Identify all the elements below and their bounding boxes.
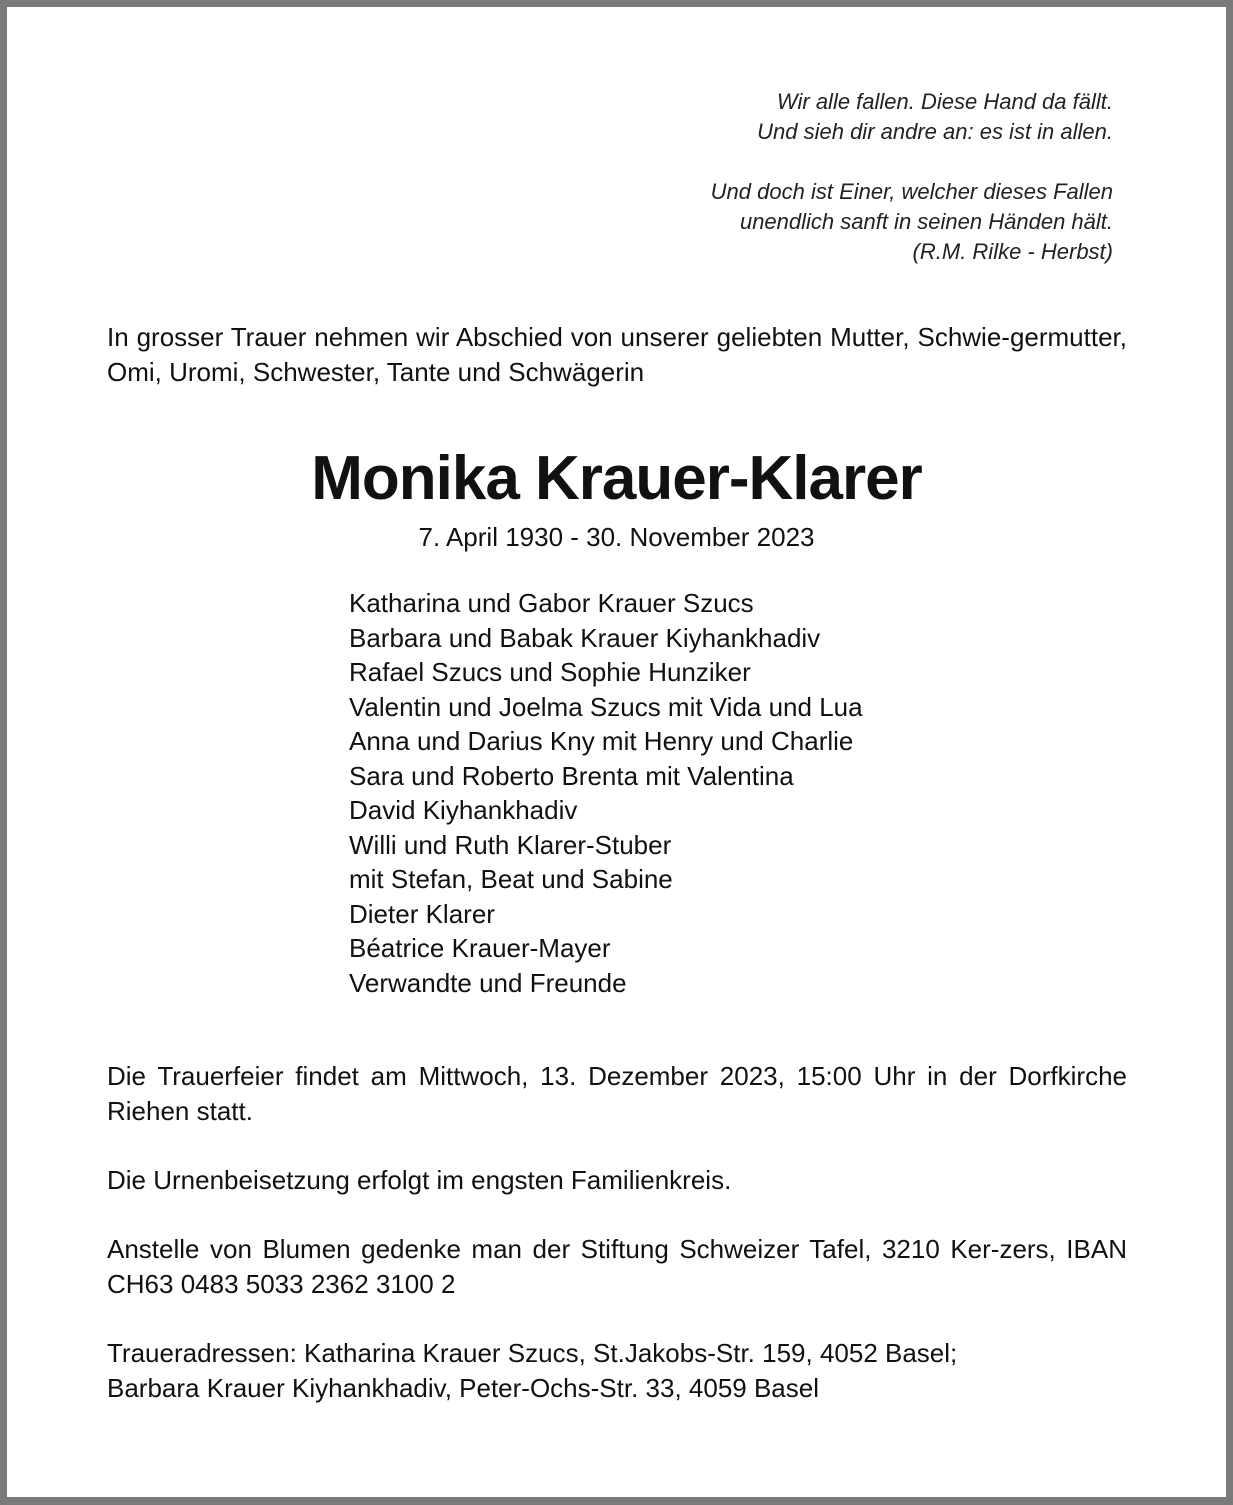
- mourner-line: Dieter Klarer: [349, 898, 495, 929]
- intro-text: In grosser Trauer nehmen wir Abschied von unserer geliebten Mutter, Schwie-germutter, Omi, Uromi, Schwester, Tante und Schwägerin: [107, 322, 1127, 387]
- mourner-line: Anna und Darius Kny mit Henry und Charlie: [349, 726, 854, 756]
- mourners-list: [349, 586, 863, 1000]
- poem-line: Und doch ist Einer, welcher dieses Fallen: [710, 179, 1113, 204]
- mourner-line: Rafael Szucs und Sophie Hunziker: [349, 657, 751, 687]
- funeral-info: [107, 1059, 1127, 1406]
- poem-line: Wir alle fallen. Diese Hand da fällt.: [776, 89, 1113, 114]
- life-dates: 7. April 1930 - 30. November 2023: [418, 522, 815, 552]
- mourner-line: Valentin und Joelma Szucs mit Vida und Lua: [349, 691, 863, 722]
- mourner-line: Béatrice Krauer-Mayer: [349, 933, 611, 963]
- address-line: Barbara Krauer Kiyhankhadiv, Peter-Ochs-Str. 33, 4059 Basel: [107, 1373, 820, 1403]
- obituary-page: [7, 7, 1226, 1497]
- poem-line: unendlich sanft in seinen Händen hält.: [739, 209, 1113, 234]
- burial-text: Die Urnenbeisetzung erfolgt im engsten Familienkreis.: [107, 1165, 732, 1195]
- ceremony-text: Die Trauerfeier findet am Mittwoch, 13. Dezember 2023, 15:00 Uhr in der Dorfkirche Riehen statt.: [107, 1061, 1127, 1126]
- deceased-name: Monika Krauer-Klarer: [311, 444, 922, 513]
- mourner-line: Katharina und Gabor Krauer Szucs: [349, 588, 754, 618]
- address-line: Traueradressen: Katharina Krauer Szucs, St.Jakobs-Str. 159, 4052 Basel;: [107, 1338, 958, 1368]
- poem-quote: [711, 87, 1113, 297]
- mourner-line: David Kiyhankhadiv: [349, 795, 578, 825]
- mourner-line: Sara und Roberto Brenta mit Valentina: [349, 760, 794, 791]
- donation-text: Anstelle von Blumen gedenke man der Stiftung Schweizer Tafel, 3210 Ker-zers, IBAN CH63 0483 5033 2362 3100 2: [107, 1234, 1127, 1299]
- mourner-line: Barbara und Babak Krauer Kiyhankhadiv: [349, 622, 821, 653]
- mourner-line: Willi und Ruth Klarer-Stuber: [349, 829, 672, 860]
- mourner-line: mit Stefan, Beat und Sabine: [349, 864, 673, 894]
- poem-attribution: (R.M. Rilke - Herbst): [912, 239, 1113, 264]
- poem-line: Und sieh dir andre an: es ist in allen.: [757, 119, 1113, 144]
- mourner-line: Verwandte und Freunde: [349, 967, 627, 998]
